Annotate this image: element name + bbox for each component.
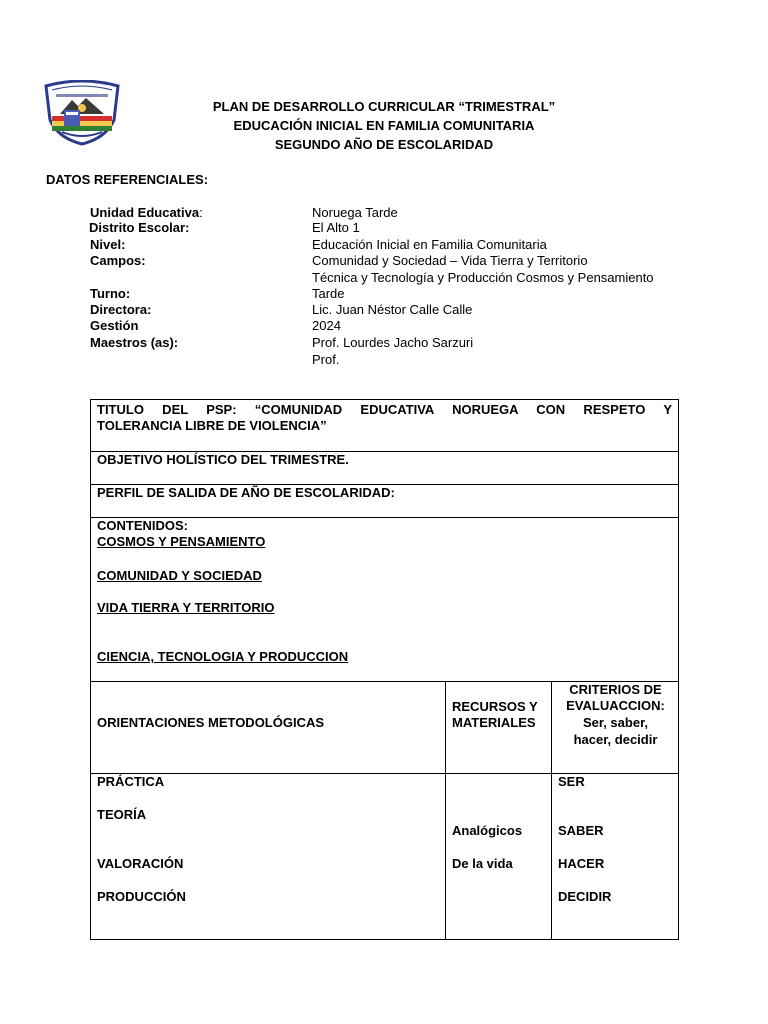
contenido-cosmos: COSMOS Y PENSAMIENTO bbox=[97, 534, 266, 549]
recursos-header-2: MATERIALES bbox=[452, 715, 536, 730]
momento-valoracion: VALORACIÓN bbox=[97, 856, 184, 871]
ref-turno-value: Tarde bbox=[312, 286, 345, 301]
titulo-psp-line-2: TOLERANCIA LIBRE DE VIOLENCIA” bbox=[97, 418, 327, 433]
criterios-header-3: Ser, saber, bbox=[582, 715, 649, 730]
plan-table bbox=[90, 399, 679, 940]
recurso-de-la-vida: De la vida bbox=[452, 856, 513, 871]
momento-practica: PRÁCTICA bbox=[97, 774, 165, 789]
criterio-saber: SABER bbox=[558, 823, 604, 838]
ref-unidad-label: Unidad Educativa: bbox=[90, 205, 203, 220]
criterio-decidir: DECIDIR bbox=[558, 889, 612, 904]
criterios-header-1: CRITERIOS DE bbox=[569, 682, 662, 697]
ref-nivel-value: Educación Inicial en Familia Comunitaria bbox=[312, 237, 547, 252]
contenido-comunidad: COMUNIDAD Y SOCIEDAD bbox=[97, 568, 262, 583]
ref-directora-label: Directora: bbox=[90, 302, 152, 317]
contenidos-label: CONTENIDOS: bbox=[97, 518, 188, 533]
contenido-vida: VIDA TIERRA Y TERRITORIO bbox=[97, 600, 275, 615]
criterio-hacer: HACER bbox=[558, 856, 605, 871]
momento-teoria: TEORÍA bbox=[97, 807, 147, 822]
row-divider bbox=[91, 773, 678, 774]
ref-maestros-label: Maestros (as): bbox=[90, 335, 179, 350]
ref-directora-value: Lic. Juan Néstor Calle Calle bbox=[312, 302, 473, 317]
header-line-2: EDUCACIÓN INICIAL EN FAMILIA COMUNITARIA bbox=[233, 118, 535, 133]
objetivo-holistico: OBJETIVO HOLÍSTICO DEL TRIMESTRE. bbox=[97, 452, 349, 467]
titulo-psp-line-1: TITULO DEL PSP: “COMUNIDAD EDUCATIVA NORUEGA CON RESPETO Y bbox=[97, 402, 672, 417]
recursos-header-1: RECURSOS Y bbox=[452, 699, 538, 714]
perfil-salida: PERFIL DE SALIDA DE AÑO DE ESCOLARIDAD: bbox=[97, 485, 395, 500]
orientaciones-header: ORIENTACIONES METODOLÓGICAS bbox=[97, 715, 325, 730]
col-divider bbox=[445, 681, 446, 940]
momento-produccion: PRODUCCIÓN bbox=[97, 889, 186, 904]
ref-turno-label: Turno: bbox=[90, 286, 131, 301]
header-line-3: SEGUNDO AÑO DE ESCOLARIDAD bbox=[274, 137, 494, 152]
ref-unidad-value: Noruega Tarde bbox=[312, 205, 398, 220]
ref-campos-label: Campos: bbox=[90, 253, 146, 268]
criterio-ser: SER bbox=[558, 774, 585, 789]
ref-maestros-value-2: Prof. bbox=[312, 352, 340, 367]
ref-nivel-label: Nivel: bbox=[90, 237, 126, 252]
header-line-1: PLAN DE DESARROLLO CURRICULAR “TRIMESTRAL” bbox=[212, 99, 556, 114]
contenido-ciencia: CIENCIA, TECNOLOGIA Y PRODUCCION bbox=[97, 649, 349, 664]
recurso-analogicos: Analógicos bbox=[452, 823, 523, 838]
ref-campos-value-2: Técnica y Tecnología y Producción Cosmos y Pensamiento bbox=[312, 270, 654, 285]
ref-maestros-value-1: Prof. Lourdes Jacho Sarzuri bbox=[312, 335, 474, 350]
ref-distrito-value: El Alto 1 bbox=[312, 220, 360, 235]
ref-gestion-value: 2024 bbox=[312, 318, 341, 333]
criterios-header-2: EVALUACCION: bbox=[566, 698, 665, 713]
ref-distrito-label: Distrito Escolar: bbox=[89, 220, 190, 235]
criterios-header-4: hacer, decidir bbox=[573, 732, 658, 747]
ref-campos-value-1: Comunidad y Sociedad – Vida Tierra y Territorio bbox=[312, 253, 588, 268]
datos-referenciales-title: DATOS REFERENCIALES: bbox=[46, 172, 209, 187]
ref-gestion-label: Gestión bbox=[90, 318, 139, 333]
